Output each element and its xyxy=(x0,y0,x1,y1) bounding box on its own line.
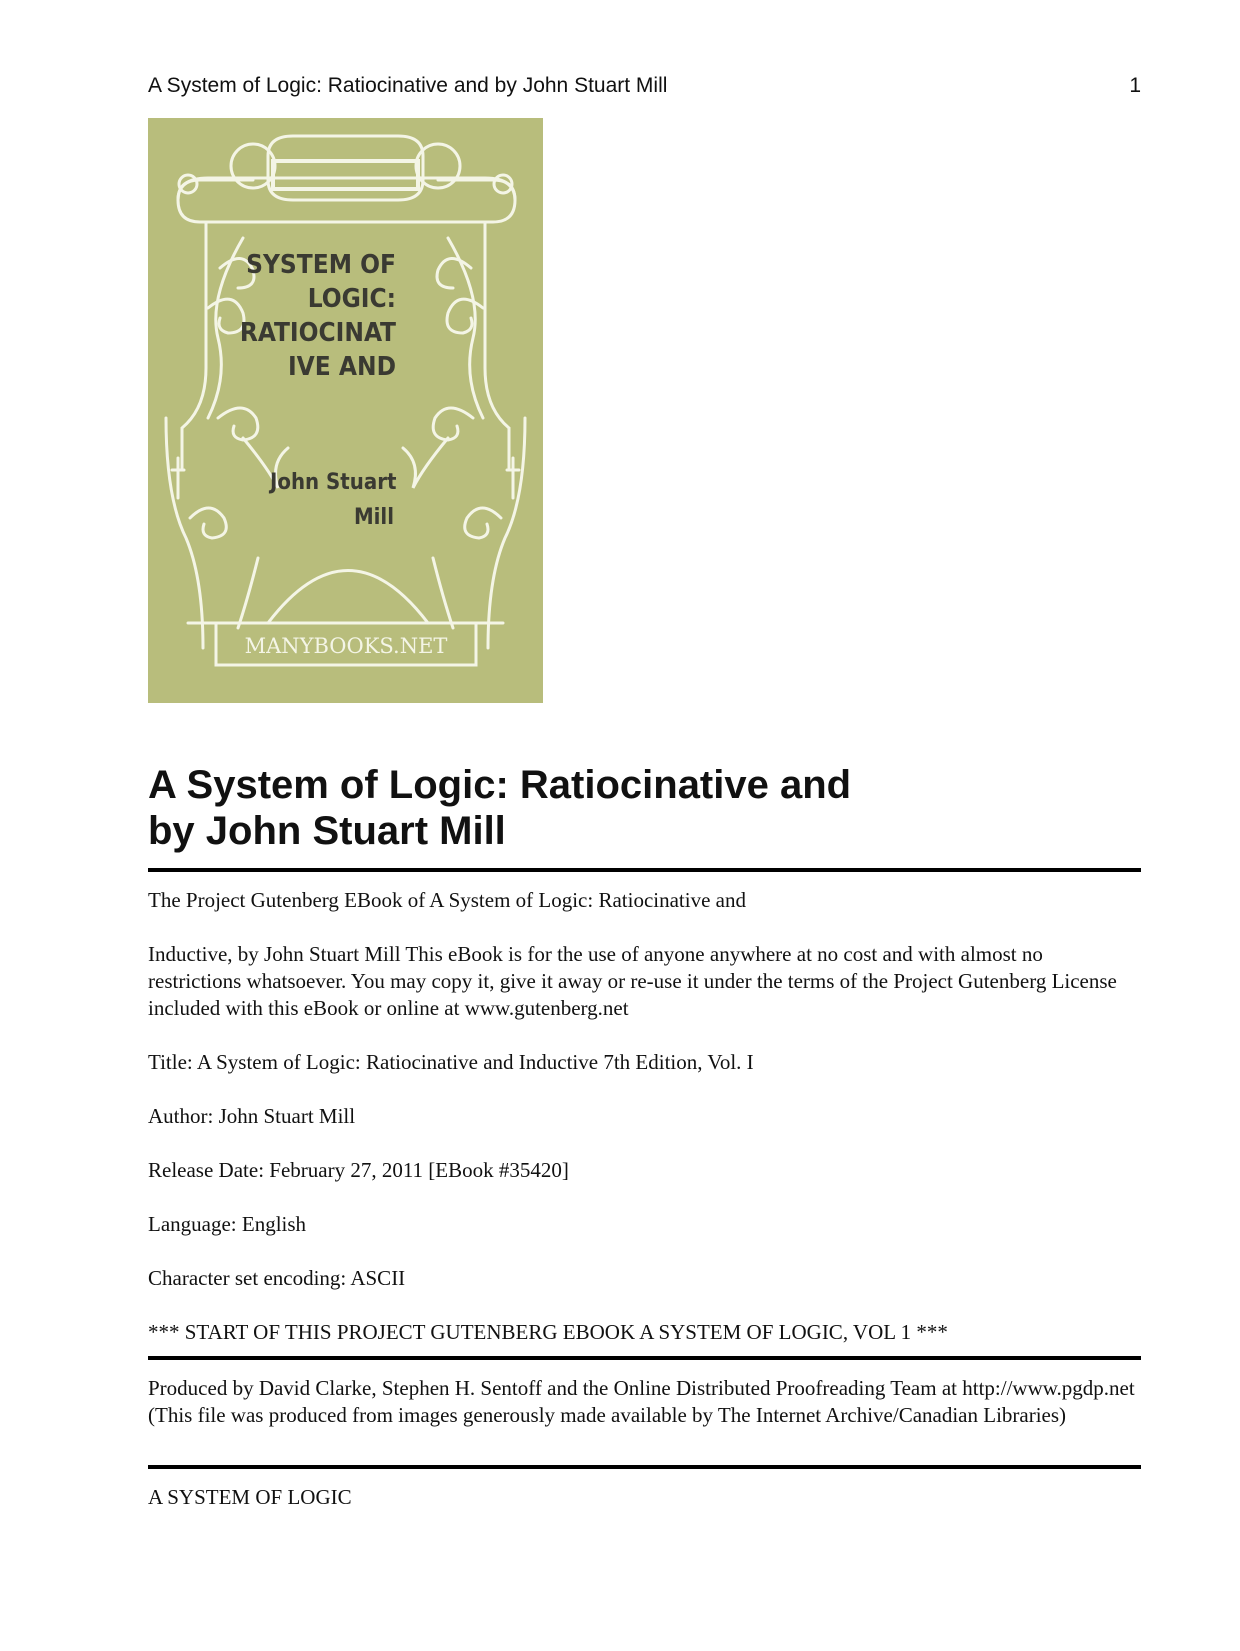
cover-author xyxy=(268,470,397,530)
page-number: 1 xyxy=(1129,74,1141,97)
produced-by-paragraph: Produced by David Clarke, Stephen H. Sentoff and the Online Distributed Proofreading Team at http://www.pgdp.net (This file was produced from images generously made available by The Internet Archive/Canadian Libraries) xyxy=(148,1376,1135,1427)
author-field: Author: John Stuart Mill xyxy=(148,1104,356,1128)
cover-author-line-1: John Stuart xyxy=(270,470,397,495)
language-field: Language: English xyxy=(148,1212,307,1236)
cover-publisher: MANYBOOKS.NET xyxy=(244,634,448,658)
cover-title-line-2: LOGIC: xyxy=(307,284,396,314)
running-header xyxy=(148,74,1141,102)
release-date-field: Release Date: February 27, 2011 [EBook #35420] xyxy=(148,1158,569,1182)
section-heading: A SYSTEM OF LOGIC xyxy=(148,1485,352,1509)
cover-image xyxy=(148,118,543,703)
cover-author-line-2: Mill xyxy=(353,505,394,530)
license-paragraph: Inductive, by John Stuart Mill This eBook is for the use of anyone anywhere at no cost and with almost no restrictions whatsoever. You may copy it, give it away or re-use it under the terms of the Project Gutenberg License included with this eBook or online at www.gutenberg.net xyxy=(148,942,1117,1020)
book-title-line-2: by John Stuart Mill xyxy=(148,809,506,853)
cover-title xyxy=(240,250,396,382)
charset-field: Character set encoding: ASCII xyxy=(148,1266,406,1290)
cover-title-line-4: IVE AND xyxy=(287,352,396,382)
book-title xyxy=(148,762,1141,854)
ornament-frame xyxy=(166,136,525,665)
start-divider xyxy=(148,1356,1141,1360)
book-title-line-1: A System of Logic: Ratiocinative and xyxy=(148,763,852,807)
cover-ornament xyxy=(148,118,543,703)
intro-line: The Project Gutenberg EBook of A System of Logic: Ratiocinative and xyxy=(148,888,746,912)
title-divider xyxy=(148,868,1141,872)
title-field: Title: A System of Logic: Ratiocinative and Inductive 7th Edition, Vol. I xyxy=(148,1050,754,1074)
cover-title-line-3: RATIOCINAT xyxy=(239,318,396,348)
running-title: A System of Logic: Ratiocinative and by John Stuart Mill xyxy=(148,74,668,97)
produced-divider xyxy=(148,1465,1141,1469)
start-marker: *** START OF THIS PROJECT GUTENBERG EBOOK A SYSTEM OF LOGIC, VOL 1 *** xyxy=(148,1320,948,1344)
cover-title-line-1: SYSTEM OF xyxy=(246,250,396,280)
